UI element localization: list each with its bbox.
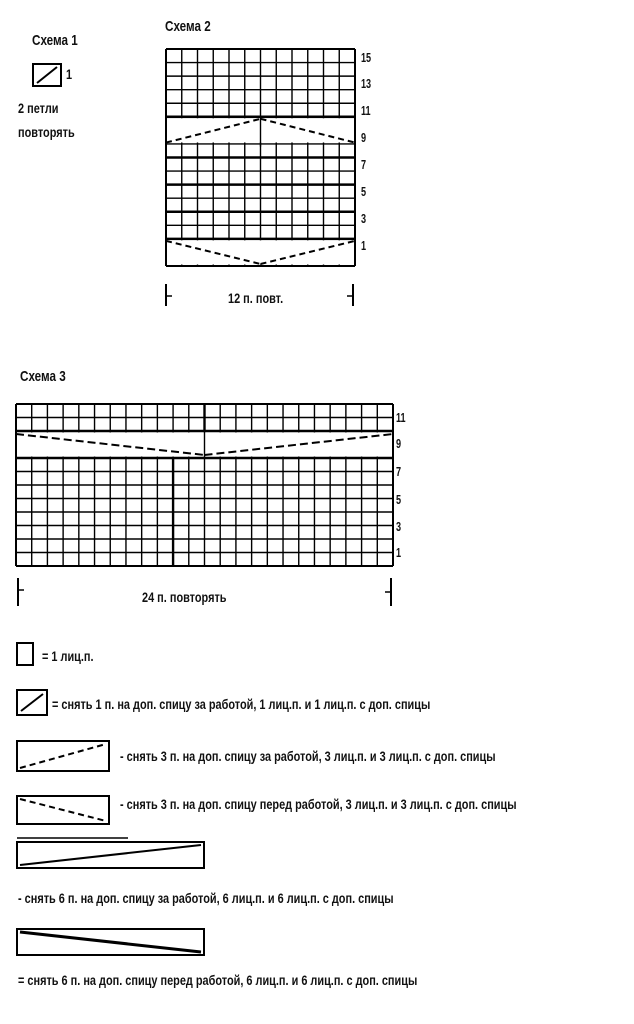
legend-cross-6-back-text: - снять 3 п. на доп. спицу за работой, 3 лиц.п. и 3 лиц.п. с доп. спицы — [120, 748, 496, 764]
legend-cross-12-front-text: = снять 6 п. на доп. спицу перед работой, 6 лиц.п. и 6 лиц.п. с доп. спицы — [18, 972, 418, 988]
scheme3-repeat-label: 24 п. повторять — [142, 589, 227, 605]
scheme2-row-number: 1 — [361, 238, 367, 253]
scheme2-row-number: 13 — [361, 76, 372, 91]
scheme1-note-line2: повторять — [18, 124, 75, 140]
scheme3-row-number: 5 — [396, 492, 402, 507]
scheme3-row-number: 7 — [396, 464, 402, 479]
scheme2-repeat-label: 12 п. повт. — [228, 290, 284, 306]
legend-cross-2-text: = снять 1 п. на доп. спицу за работой, 1 лиц.п. и 1 лиц.п. с доп. спицы — [52, 696, 431, 712]
scheme2-row-number: 7 — [361, 157, 367, 172]
legend-cross-12-back-text: - снять 6 п. на доп. спицу за работой, 6 лиц.п. и 6 лиц.п. с доп. спицы — [18, 890, 394, 906]
scheme2-row-number: 5 — [361, 184, 367, 199]
scheme3-row-number: 1 — [396, 545, 402, 560]
scheme3-row-number: 9 — [396, 436, 402, 451]
legend-cross-6-front-text: - снять 3 п. на доп. спицу перед работой, 3 лиц.п. и 3 лиц.п. с доп. спицы — [120, 796, 517, 812]
scheme3-row-number: 11 — [396, 410, 406, 425]
scheme1-symbol-number: 1 — [66, 66, 73, 82]
scheme2-row-number: 11 — [361, 103, 371, 118]
scheme1-title: Схема 1 — [32, 32, 78, 49]
scheme2-title: Схема 2 — [165, 18, 211, 35]
scheme2-row-number: 9 — [361, 130, 367, 145]
scheme2-row-number: 15 — [361, 50, 372, 65]
scheme3-title: Схема 3 — [20, 368, 66, 385]
scheme2-row-number: 3 — [361, 211, 367, 226]
scheme1-note-line1: 2 петли — [18, 100, 59, 116]
legend-knit-text: = 1 лиц.п. — [42, 648, 94, 664]
scheme3-row-number: 3 — [396, 519, 402, 534]
